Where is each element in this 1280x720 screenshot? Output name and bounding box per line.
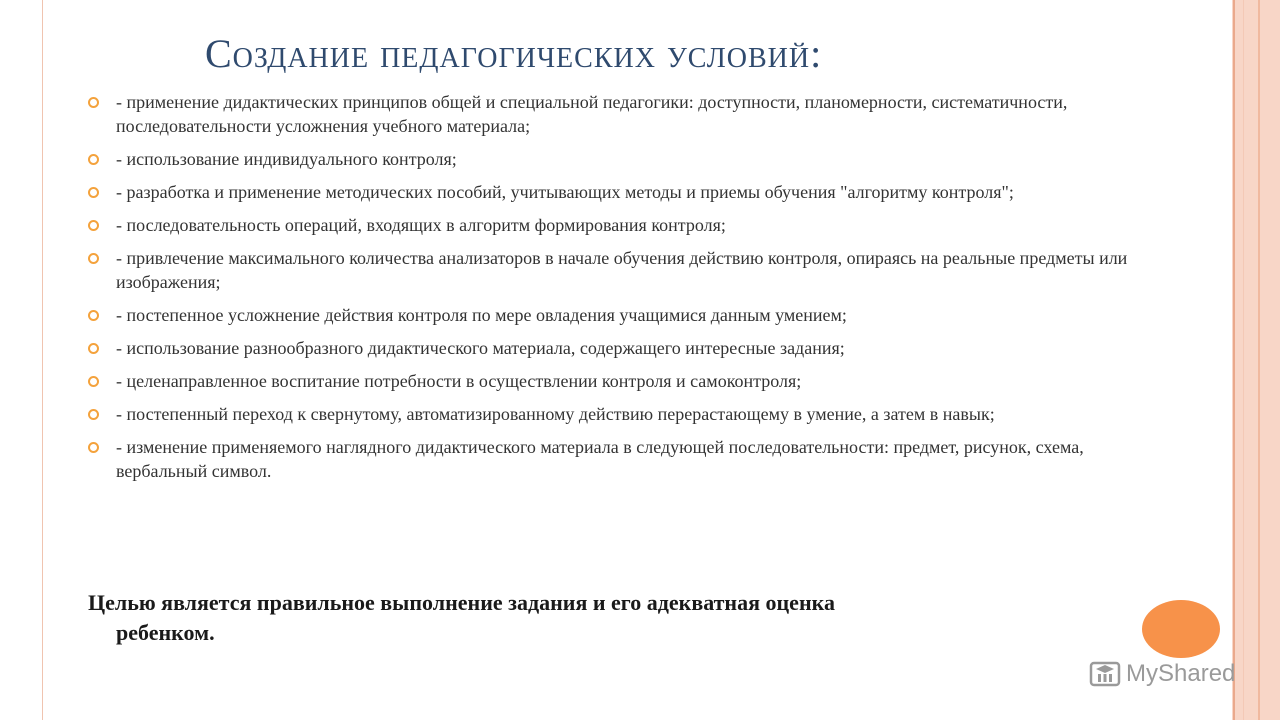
circle-bullet-icon (88, 442, 99, 453)
circle-bullet-icon (88, 376, 99, 387)
list-item (88, 402, 1168, 426)
bullet-text: - изменение применяемого наглядного дидактического материала в следующей последовательности: предмет, рисунок, схема, вербальный символ. (116, 437, 1084, 481)
left-border-line (42, 0, 43, 720)
list-item (88, 336, 1168, 360)
right-stripe-line (1233, 0, 1235, 720)
list-item (88, 213, 1168, 237)
list-item (88, 90, 1168, 138)
list-item (88, 180, 1168, 204)
watermark (1088, 656, 1235, 692)
circle-bullet-icon (88, 154, 99, 165)
accent-circle (1142, 600, 1220, 658)
slide-title: Создание педагогических условий: (205, 31, 823, 76)
right-stripe-line (1243, 0, 1244, 720)
circle-bullet-icon (88, 187, 99, 198)
bullet-text: - применение дидактических принципов общей и специальной педагогики: доступности, планомерности, систематичности, последовательности усложнения учебного материала; (116, 92, 1068, 136)
circle-bullet-icon (88, 343, 99, 354)
bullet-text: - разработка и применение методических пособий, учитывающих методы и приемы обучения "алгоритму контроля"; (116, 182, 1014, 202)
bullet-text: - постепенное усложнение действия контроля по мере овладения учащимися данным умением; (116, 305, 847, 325)
list-item (88, 369, 1168, 393)
bullet-text: - постепенный переход к свернутому, автоматизированному действию перерастающему в умение, а затем в навык; (116, 404, 995, 424)
bullet-text: - использование индивидуального контроля; (116, 149, 457, 169)
circle-bullet-icon (88, 310, 99, 321)
bullet-list (88, 90, 1168, 492)
bullet-text: - последовательность операций, входящих в алгоритм формирования контроля; (116, 215, 726, 235)
conclusion-line-2: ребенком. (116, 620, 215, 645)
list-item (88, 435, 1168, 483)
watermark-text: MyShared (1126, 660, 1236, 687)
bullet-text: - использование разнообразного дидактического материала, содержащего интересные задания; (116, 338, 845, 358)
list-item (88, 303, 1168, 327)
mortarboard-icon (1088, 657, 1122, 691)
list-item (88, 246, 1168, 294)
conclusion-line-1: Целью является правильное выполнение задания и его адекватная оценка (88, 590, 835, 615)
circle-bullet-icon (88, 220, 99, 231)
bullet-text: - целенаправленное воспитание потребности в осуществлении контроля и самоконтроля; (116, 371, 802, 391)
right-stripe-line (1258, 0, 1260, 720)
circle-bullet-icon (88, 253, 99, 264)
conclusion-text (88, 588, 1088, 648)
bullet-text: - привлечение максимального количества анализаторов в начале обучения действию контроля, опираясь на реальные предметы или изображения; (116, 248, 1128, 292)
right-decorative-stripe (1232, 0, 1280, 720)
list-item (88, 147, 1168, 171)
circle-bullet-icon (88, 409, 99, 420)
circle-bullet-icon (88, 97, 99, 108)
